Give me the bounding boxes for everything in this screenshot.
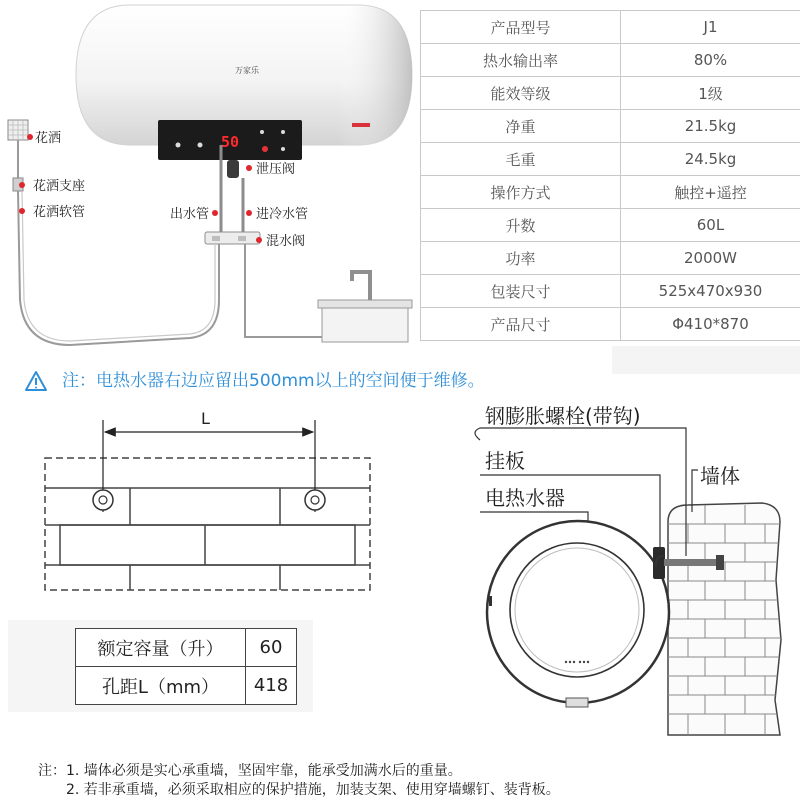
spec-label: 净重: [421, 110, 621, 143]
label-shower: 花洒: [35, 131, 62, 146]
spec-row: [421, 44, 800, 77]
label-expansion-bolt: 钢膨胀螺栓(带钩): [485, 404, 641, 428]
faucet: [352, 272, 370, 300]
heat-indicator-icon: [262, 146, 268, 152]
label-shower-hose: 花洒软管: [33, 205, 86, 220]
spec-row: [421, 143, 800, 176]
wall-outline-dashed: [45, 458, 370, 590]
down-button-icon: [281, 130, 285, 134]
spec-label: 毛重: [421, 143, 621, 176]
spec-label: 包装尺寸: [421, 275, 621, 308]
power-button-icon: [176, 143, 181, 148]
capacity-value: 60: [246, 629, 297, 667]
capacity-row: [76, 629, 297, 667]
dimension-label: L: [201, 409, 210, 428]
mixing-valve-knob: [212, 236, 220, 241]
spec-value: 525x470x930: [621, 275, 800, 308]
temperature-display: 50: [221, 133, 240, 151]
label-hanging-plate: 挂板: [485, 449, 525, 473]
spec-value: J1: [621, 11, 800, 44]
marker-dot: [246, 165, 252, 171]
brick-row-inset: [60, 525, 355, 565]
spec-row: [421, 242, 800, 275]
heater-tank-end-shade: [338, 5, 412, 145]
hanging-plate: [653, 547, 665, 579]
label-shower-holder: 花洒支座: [33, 179, 86, 194]
label-relief-valve: 泄压阀: [256, 162, 296, 177]
relief-valve-body: [227, 160, 239, 178]
label-wall: 墙体: [700, 464, 740, 488]
marker-dot: [246, 210, 252, 216]
spec-label: 热水输出率: [421, 44, 621, 77]
expansion-bolt-head: [716, 555, 724, 570]
marker-dot: [27, 134, 33, 140]
marker-dot: [19, 182, 25, 188]
spec-row: [421, 11, 800, 44]
marker-dot: [256, 237, 262, 243]
heater-brand: 万家乐: [235, 66, 259, 75]
spec-value: 80%: [621, 44, 800, 77]
spec-label: 能效等级: [421, 77, 621, 110]
spec-value: 60L: [621, 209, 800, 242]
spec-value: 1级: [621, 77, 800, 110]
maintenance-space-notice: 注：电热水器右边应留出500mm以上的空间便于维修。: [62, 371, 485, 391]
spec-row: [421, 110, 800, 143]
control-panel: [158, 120, 302, 160]
spec-row: [421, 176, 800, 209]
shell-seam-mark: [489, 596, 492, 606]
marker-dot: [212, 210, 218, 216]
footnote-prefix: 注：: [38, 763, 66, 779]
spec-label: 操作方式: [421, 176, 621, 209]
footnote-line-2: [66, 781, 560, 799]
spec-value: Φ410*870: [621, 308, 800, 341]
side-mounting-diagram: [475, 404, 782, 735]
spec-row: [421, 77, 800, 110]
marker-dot: [19, 208, 25, 214]
spec-value: 21.5kg: [621, 110, 800, 143]
label-water-heater: 电热水器: [485, 486, 565, 510]
capacity-table: [75, 628, 297, 705]
mixing-valve-knob: [238, 236, 246, 241]
spec-value: 触控+遥控: [621, 176, 800, 209]
basin-body: [322, 308, 408, 342]
spec-row: [421, 209, 800, 242]
spec-row: [421, 275, 800, 308]
spec-label: 升数: [421, 209, 621, 242]
footnote-item: 1. 墙体必须是实心承重墙，坚固牢靠，能承受加满水后的重量。: [66, 763, 462, 779]
hole-distance-value: 418: [246, 667, 297, 705]
basin: [245, 244, 412, 342]
mounting-hole-right: [305, 490, 325, 510]
spec-table: [420, 10, 800, 341]
footnote-line-1: [38, 762, 462, 780]
footnote-item: 2. 若非承重墙，必须采取相应的保护措施，加装支架、使用穿墙螺钉、装背板。: [66, 782, 560, 798]
hole-spacing-diagram: [45, 409, 370, 590]
spec-row: [421, 308, 800, 341]
expansion-bolt: [664, 559, 720, 566]
brand-logo-mark: [352, 123, 370, 127]
warning-triangle-icon: [26, 372, 46, 390]
spec-value: 2000W: [621, 242, 800, 275]
basin-supply-pipe: [245, 244, 322, 337]
label-inlet-pipe: 进冷水管: [256, 207, 309, 222]
mode-button-icon: [198, 143, 203, 148]
heater-foot: [566, 698, 588, 707]
spec-label: 产品尺寸: [421, 308, 621, 341]
up-button-icon: [260, 130, 264, 134]
timer-button-icon: [281, 147, 285, 151]
water-heater: [76, 5, 412, 160]
spec-label: 产品型号: [421, 11, 621, 44]
label-outlet-pipe: 出水管: [170, 207, 210, 222]
spec-label: 功率: [421, 242, 621, 275]
mounting-hole-left: [93, 490, 113, 510]
hole-distance-row: [76, 667, 297, 705]
label-mixing-valve: 混水阀: [266, 234, 306, 249]
hole-distance-label: 孔距L（mm）: [76, 667, 246, 705]
basin-rim: [318, 300, 412, 308]
capacity-label: 额定容量（升）: [76, 629, 246, 667]
spec-value: 24.5kg: [621, 143, 800, 176]
